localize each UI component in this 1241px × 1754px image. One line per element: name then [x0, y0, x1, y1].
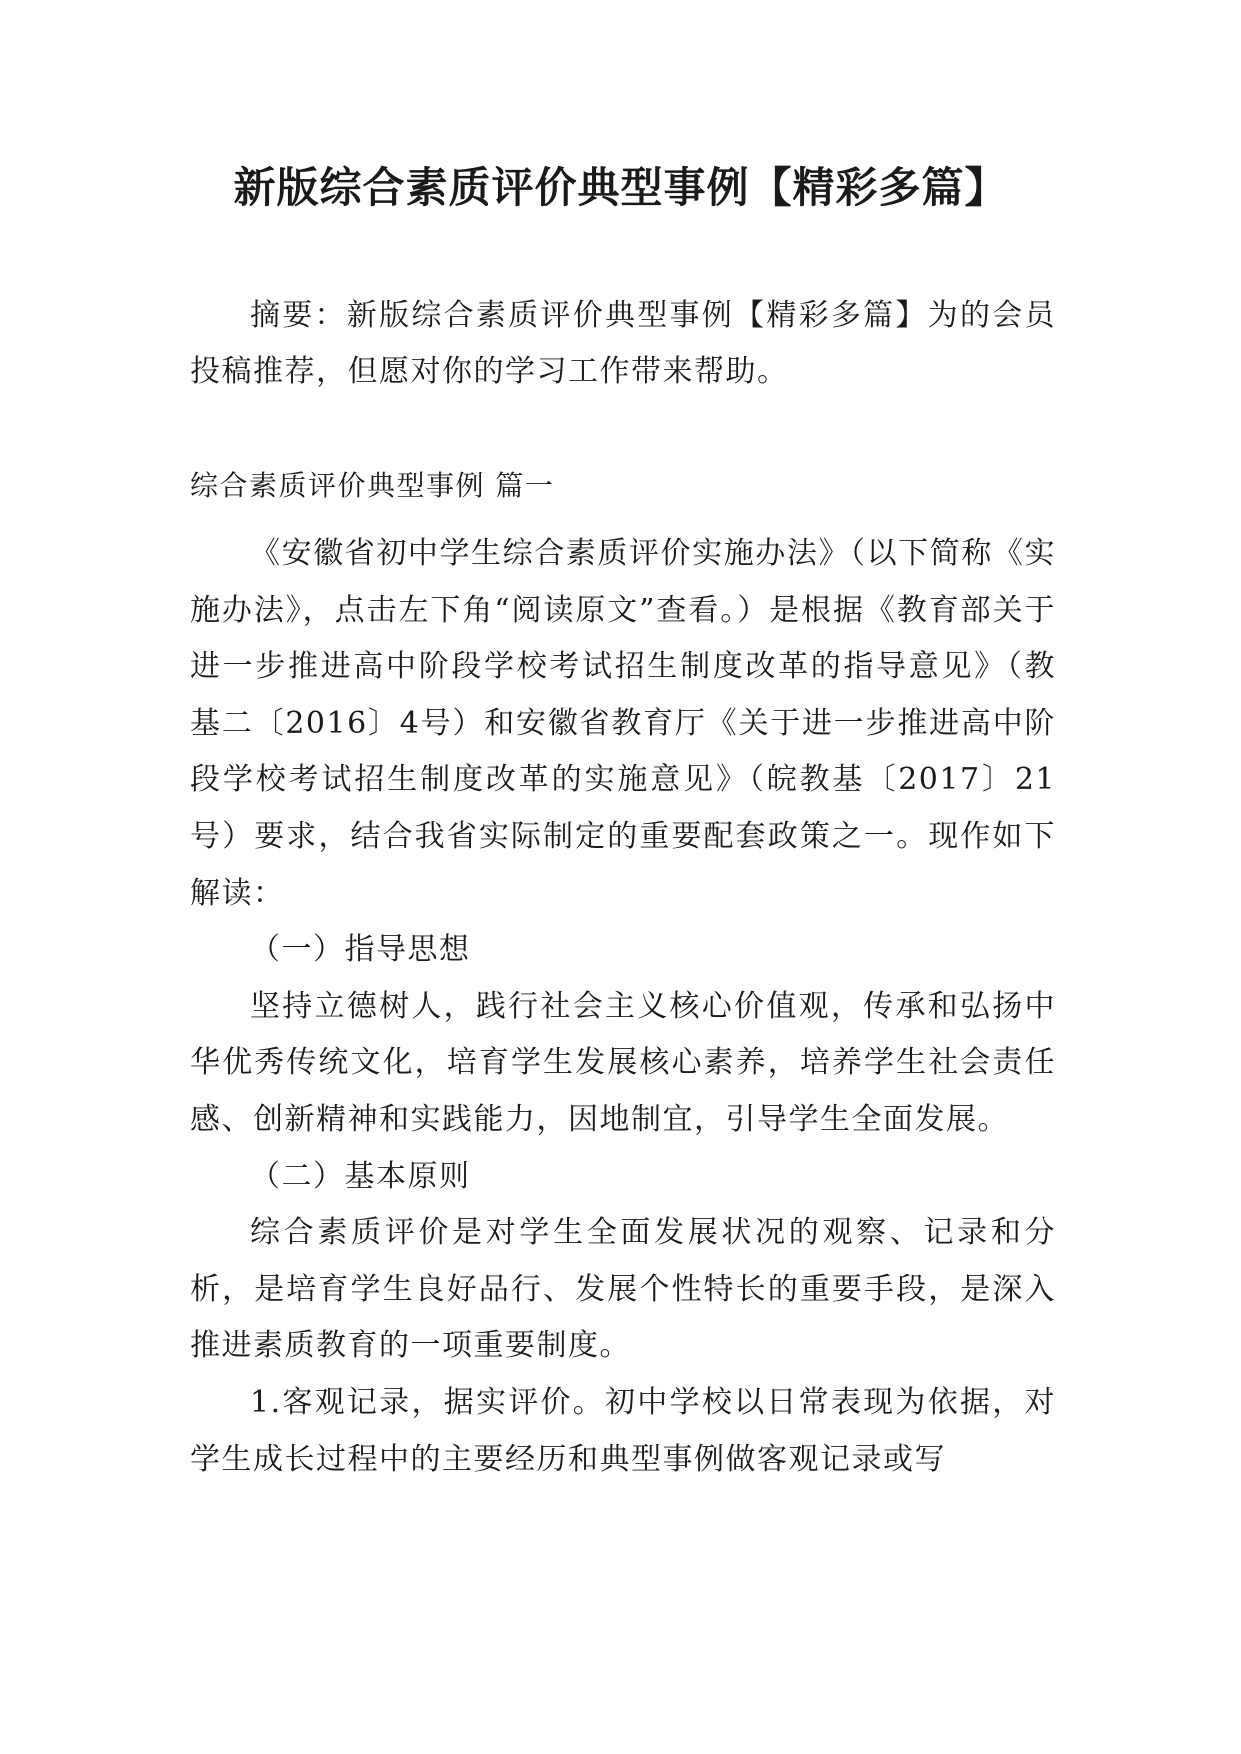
document-body	[190, 526, 1056, 1488]
paragraph-intro: 《安徽省初中学生综合素质评价实施办法》（以下简称《实施办法》，点击左下角“阅读原文”查看。）是根据《教育部关于进一步推进高中阶段学校考试招生制度改革的指导意见》（教基二〔2016〕4号）和安徽省教育厅《关于进一步推进高中阶段学校考试招生制度改革的实施意见》（皖教基〔2017〕21号）要求，结合我省实际制定的重要配套政策之一。现作如下解读：	[190, 536, 1056, 911]
subheading-guiding-ideology: （一）指导思想	[250, 932, 471, 968]
section-heading: 综合素质评价典型事例 篇一	[190, 469, 555, 502]
abstract-paragraph: 摘要：新版综合素质评价典型事例【精彩多篇】为的会员投稿推荐，但愿对你的学习工作带来帮助。	[190, 298, 1056, 389]
document-title: 新版综合素质评价典型事例【精彩多篇】	[233, 163, 1008, 212]
paragraph-basic-principles: 综合素质评价是对学生全面发展状况的观察、记录和分析，是培育学生良好品行、发展个性特长的重要手段，是深入推进素质教育的一项重要制度。	[190, 1215, 1056, 1364]
paragraph-guiding-ideology: 坚持立德树人，践行社会主义核心价值观，传承和弘扬中华优秀传统文化，培育学生发展核心素养，培养学生社会责任感、创新精神和实践能力，因地制宜，引导学生全面发展。	[190, 988, 1056, 1137]
subheading-basic-principles: （二）基本原则	[250, 1158, 471, 1194]
paragraph-principle-1: 1.客观记录，据实评价。初中学校以日常表现为依据，对学生成长过程中的主要经历和典型事例做客观记录或写	[190, 1384, 1056, 1477]
